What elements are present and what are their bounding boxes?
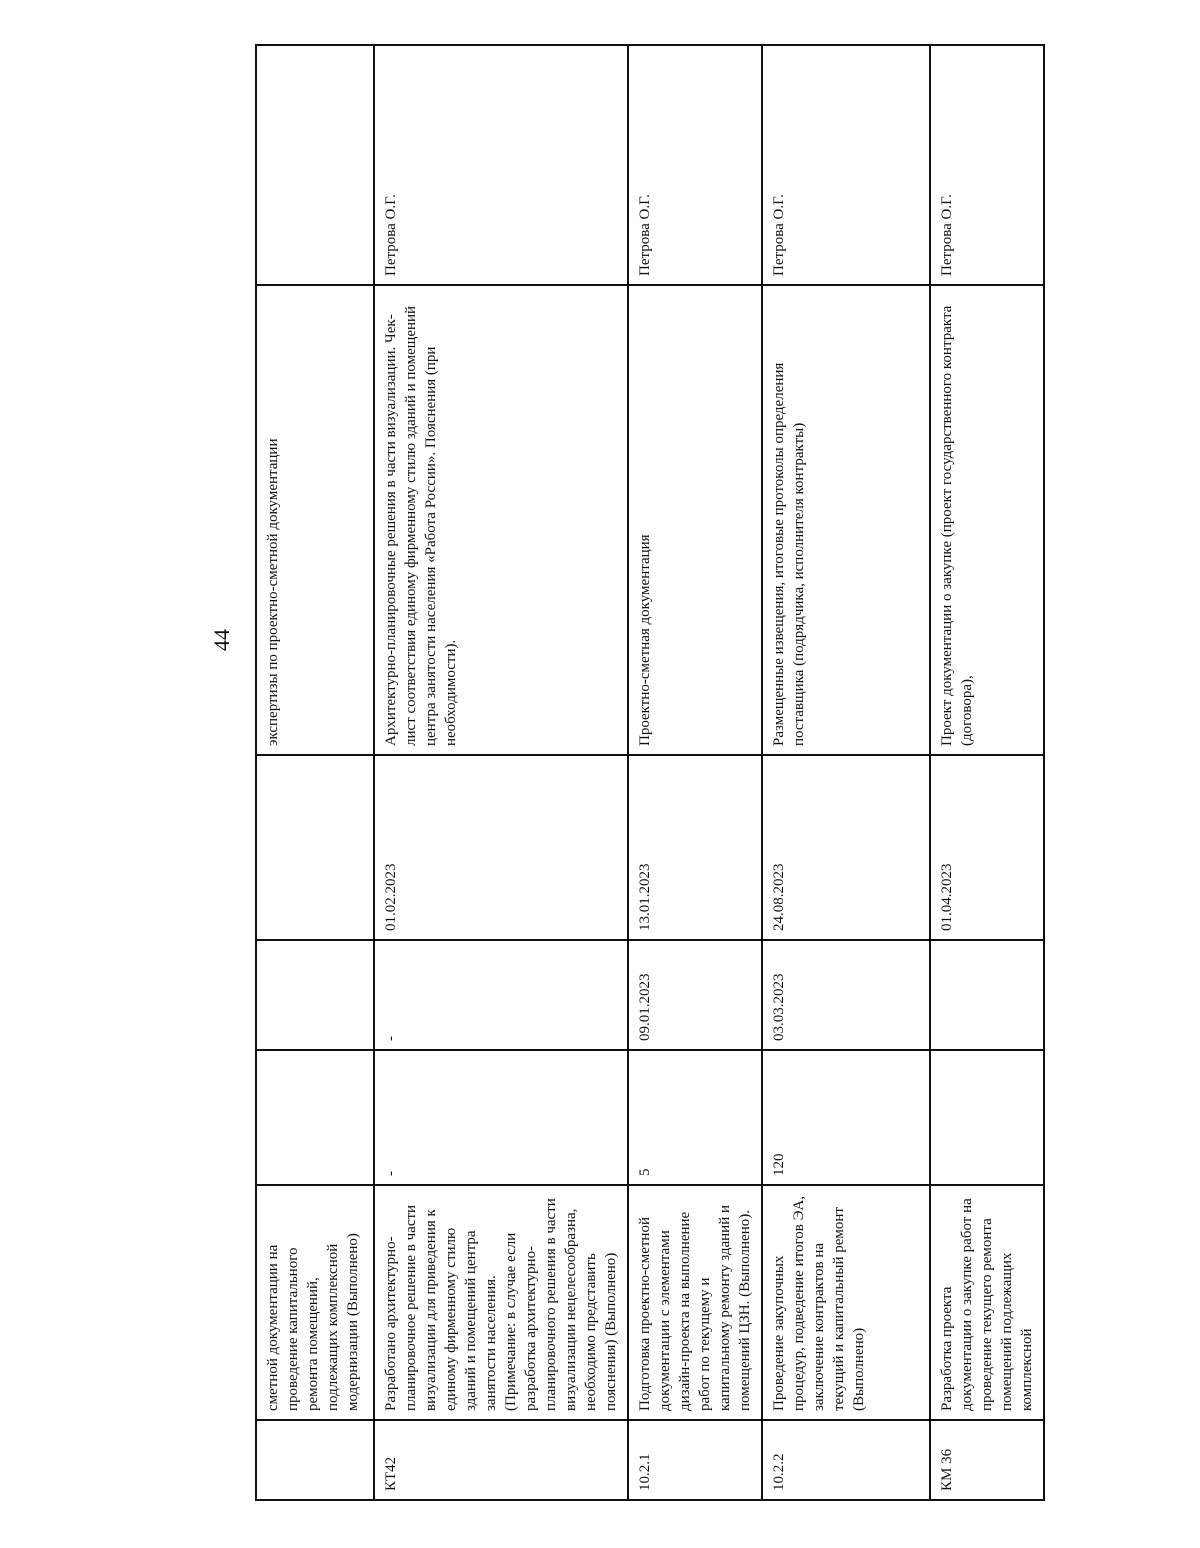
row-number <box>256 1420 374 1500</box>
row-number: КТ42 <box>374 1420 628 1500</box>
table-row <box>762 45 930 1500</box>
table-row <box>374 45 628 1500</box>
responsible-person: Петрова О.Г. <box>762 45 930 285</box>
end-date: 01.04.2023 <box>930 755 1044 940</box>
start-date <box>930 940 1044 1050</box>
start-date: 03.03.2023 <box>762 940 930 1050</box>
duration-days <box>256 1050 374 1185</box>
table-row <box>628 45 762 1500</box>
task-description: Проведение закупочных процедур, подведение итогов ЭА, заключение контрактов на текущий и капитальный ремонт (Выполнено) <box>762 1185 930 1420</box>
result-document: экспертизы по проектно-сметной документации <box>256 285 374 755</box>
start-date: 09.01.2023 <box>628 940 762 1050</box>
task-description: сметной документации на проведение капитального ремонта помещений, подлежащих комплексной модернизации (Выполнено) <box>256 1185 374 1420</box>
start-date: - <box>374 940 628 1050</box>
duration-days: 5 <box>628 1050 762 1185</box>
result-document: Архитектурно-планировочные решения в части визуализации. Чек-лист соответствия единому фирменному стилю зданий и помещений центра занятости населения «Работа России». Пояснения (при необходимости). <box>374 285 628 755</box>
end-date: 13.01.2023 <box>628 755 762 940</box>
rotated-table-frame <box>255 46 1035 1501</box>
result-document: Размещенные извещения, итоговые протоколы определения поставщика (подрядчика, исполнителя контракты) <box>762 285 930 755</box>
result-document: Проект документации о закупке (проект государственного контракта (договора), <box>930 285 1044 755</box>
responsible-person <box>256 45 374 285</box>
duration-days <box>930 1050 1044 1185</box>
responsible-person: Петрова О.Г. <box>628 45 762 285</box>
table-row <box>256 45 374 1500</box>
task-description: Подготовка проектно-сметной документации с элементами дизайн-проекта на выполнение работ по текущему и капитальному ремонту зданий и помещений ЦЗН. (Выполнено). <box>628 1185 762 1420</box>
row-number: 10.2.1 <box>628 1420 762 1500</box>
end-date <box>256 755 374 940</box>
end-date: 24.08.2023 <box>762 755 930 940</box>
start-date <box>256 940 374 1050</box>
result-document: Проектно-сметная документация <box>628 285 762 755</box>
responsible-person: Петрова О.Г. <box>374 45 628 285</box>
row-number: КМ 36 <box>930 1420 1044 1500</box>
task-description: Разработка проекта документации о закупке работ на проведение текущего ремонта помещений подлежащих комплексной <box>930 1185 1044 1420</box>
schedule-table <box>255 44 1045 1501</box>
duration-days: 120 <box>762 1050 930 1185</box>
table-row <box>930 45 1044 1500</box>
row-number: 10.2.2 <box>762 1420 930 1500</box>
task-description: Разработано архитектурно-планировочное решение в части визуализации для приведения к единому фирменному стилю зданий и помещений центра занятости населения. (Примечание: в случае если разработка архитектурно-планировочного решения в части визуализации нецелесообразна, необходимо представить пояснения) (Выполнено) <box>374 1185 628 1420</box>
responsible-person: Петрова О.Г. <box>930 45 1044 285</box>
duration-days: - <box>374 1050 628 1185</box>
end-date: 01.02.2023 <box>374 755 628 940</box>
page-number: 44 <box>209 629 234 651</box>
